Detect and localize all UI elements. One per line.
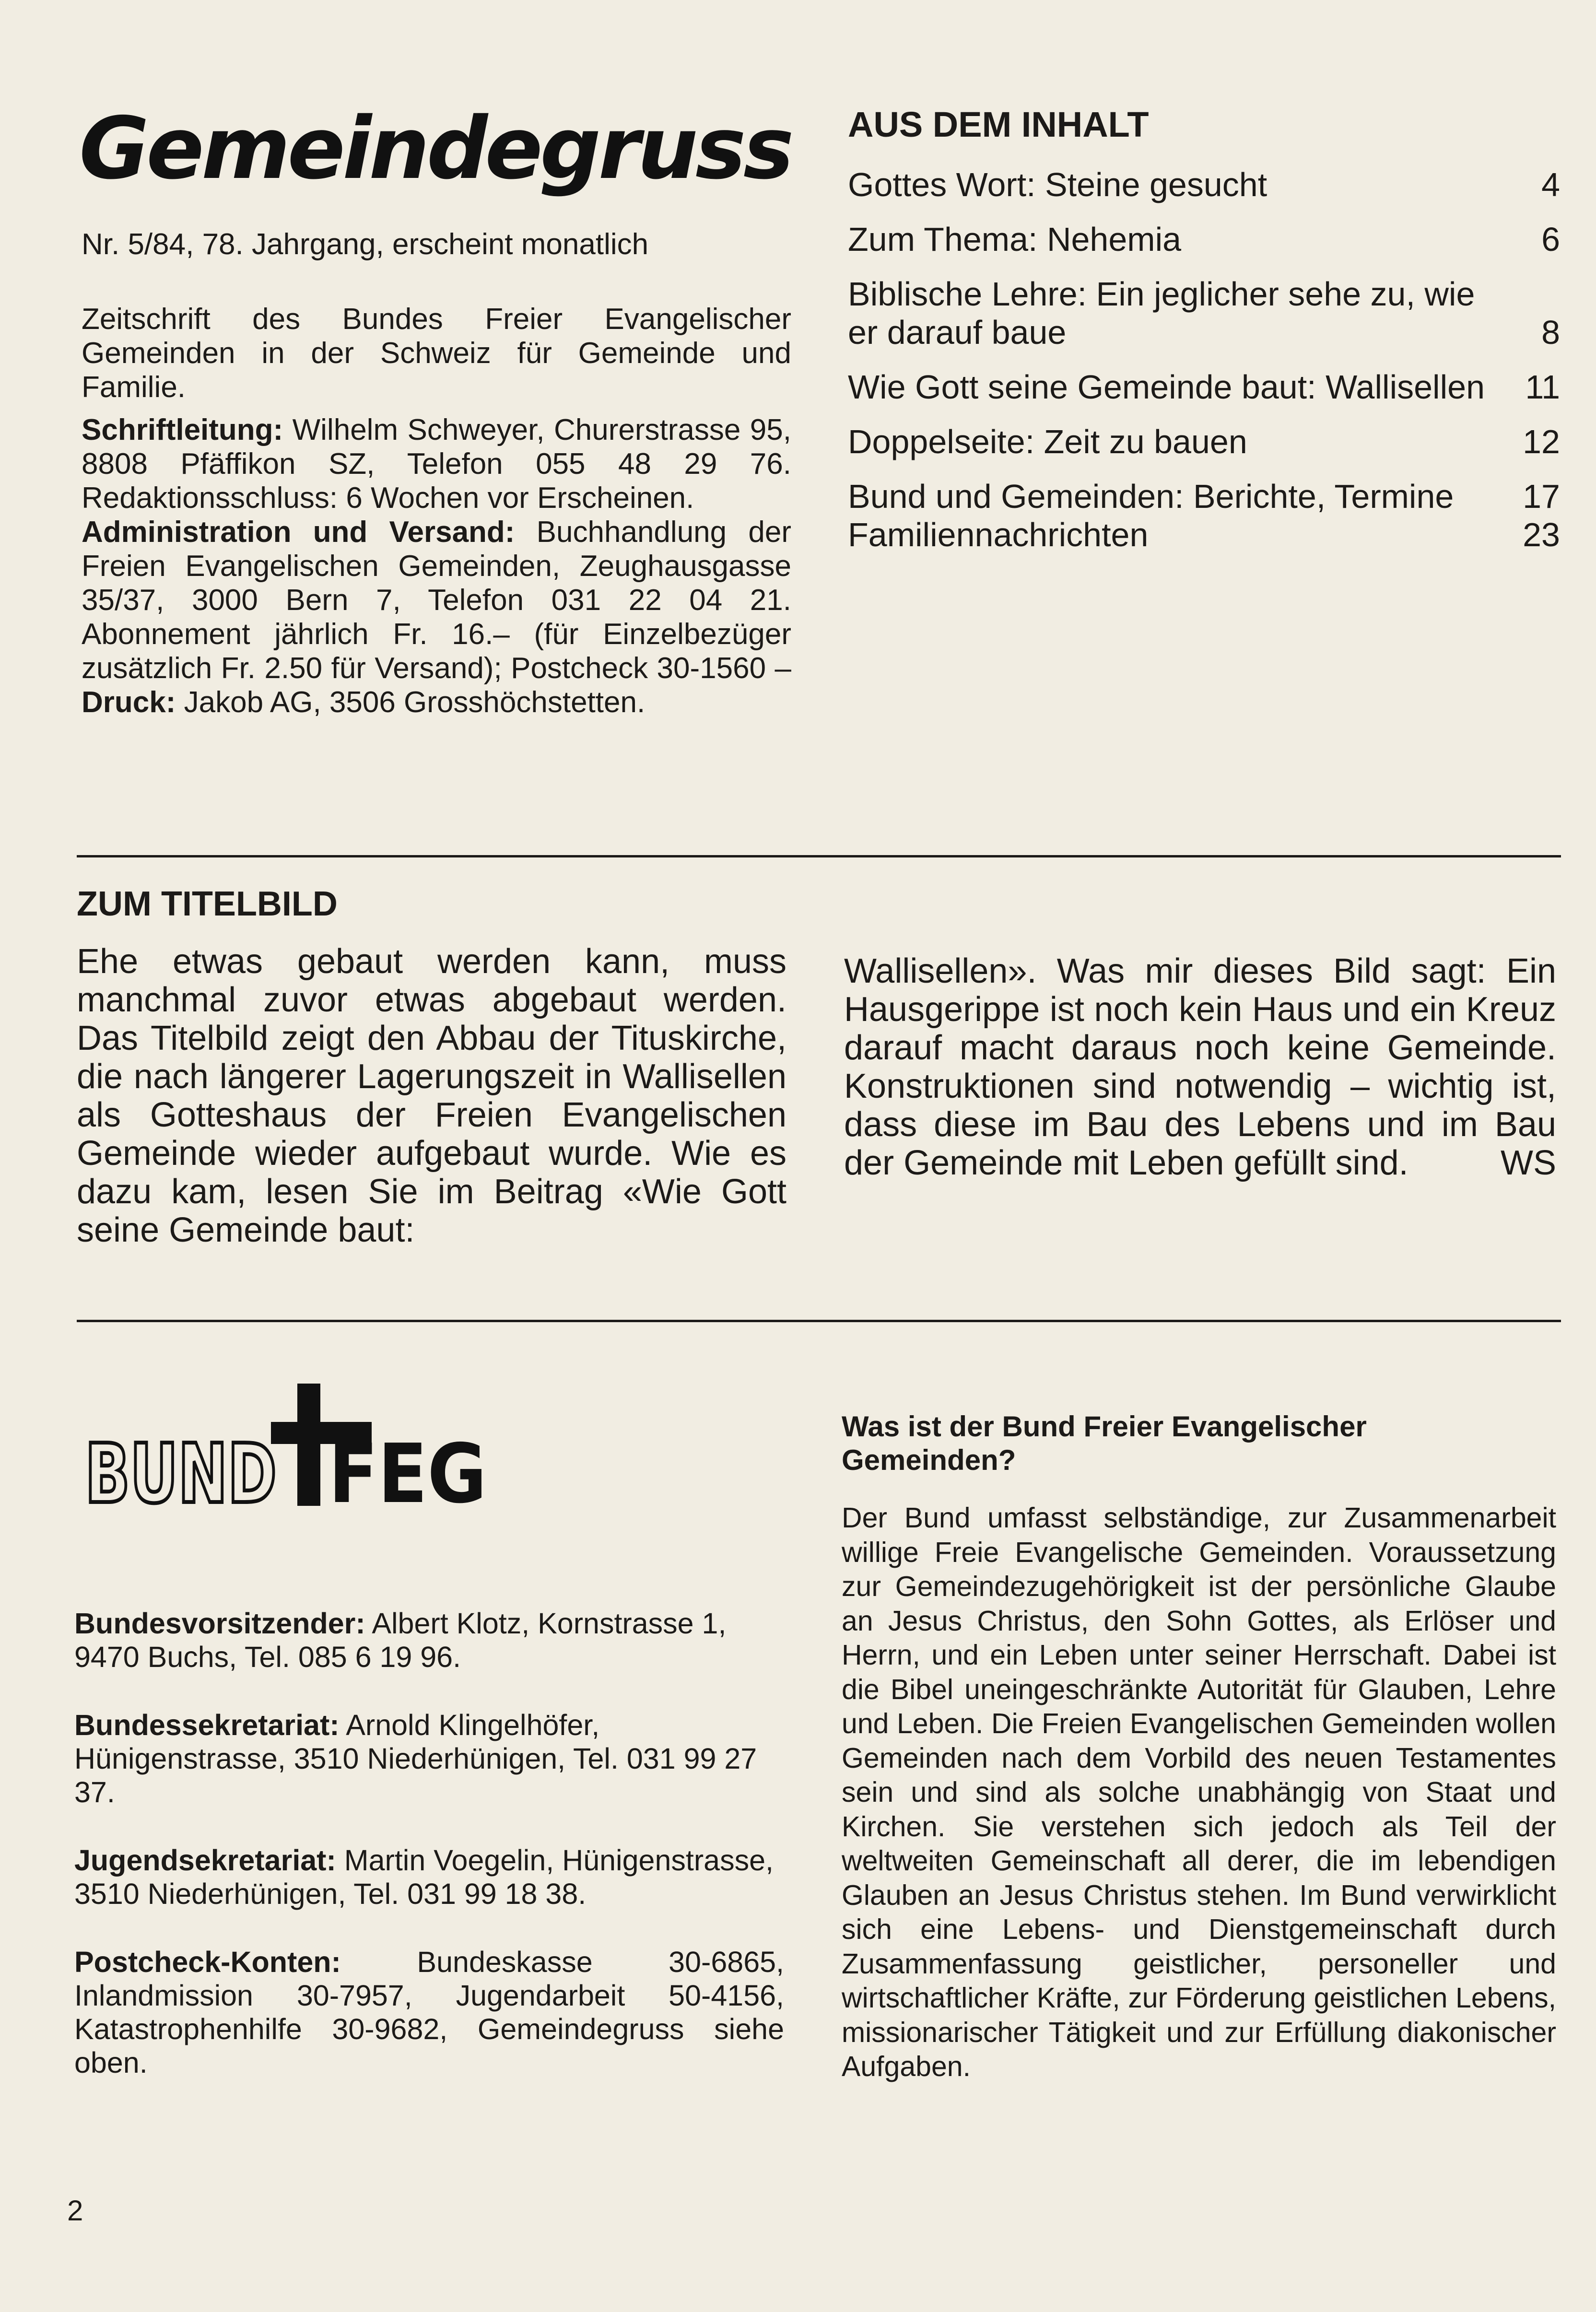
postcheck-konten <box>74 1945 784 2079</box>
schriftleitung-text: Wilhelm Schweyer, Churerstrasse 95, 8808 Pfäffikon SZ, Telefon 055 48 29 76. Redaktionsschluss: 6 Wochen vor Erscheinen. <box>82 413 791 515</box>
toc-item-title: Wie Gott seine Gemeinde baut: Wallisellen <box>848 368 1485 406</box>
toc-item-page: 12 <box>1523 423 1560 460</box>
admin-text: Buchhandlung der Freien Evangelischen Gemeinden, Zeughausgasse 35/37, 3000 Bern 7, Telefon 031 22 04 21. Abonnement jährlich Fr. 16.– (für Einzelbezüger zusätzlich Fr. 2.50 für Versand); Postcheck 30-1560 – <box>82 516 791 685</box>
imprint <box>82 302 791 719</box>
schriftleitung-label: Schriftleitung: <box>82 413 283 446</box>
toc-item <box>848 477 1560 516</box>
toc-item-title: Gottes Wort: Steine gesucht <box>848 166 1267 203</box>
page-number: 2 <box>67 2195 83 2227</box>
toc-item <box>848 165 1560 204</box>
toc-item-title: Doppelseite: Zeit zu bauen <box>848 423 1247 460</box>
postcheck-konten-text: Bundeskasse 30-6865, Inlandmission 30-7957, Jugendarbeit 50-4156, Katastrophenhilfe 30-9682, Gemeindegruss siehe oben. <box>74 1946 784 2079</box>
toc-list <box>848 165 1560 570</box>
toc-item-title: Zum Thema: Nehemia <box>848 221 1182 258</box>
postcheck-konten-label: Postcheck-Konten: <box>74 1946 341 1978</box>
toc-item <box>848 220 1560 258</box>
jugendsekretariat-text: Martin Voegelin, Hünigenstrasse, 3510 Niederhünigen, Tel. 031 99 18 38. <box>74 1844 774 1910</box>
signature: WS <box>1501 1144 1556 1182</box>
jugendsekretariat <box>74 1843 784 1911</box>
bundesvorsitz-text: Albert Klotz, Kornstrasse 1, 9470 Buchs, Tel. 085 6 19 96. <box>74 1607 727 1673</box>
section-divider <box>77 1320 1561 1322</box>
bundesvorsitz <box>74 1607 784 1674</box>
druck-label: Druck: <box>82 686 176 719</box>
imprint-details <box>82 413 791 719</box>
toc-item <box>848 516 1560 554</box>
masthead-title: Gemeindegruss <box>79 99 791 198</box>
section-divider <box>77 855 1561 857</box>
about-body: Der Bund umfasst selbständige, zur Zusammenarbeit willige Freie Evangelische Gemeinden. Voraussetzung zur Gemeindezugehörigkeit ist der persönliche Glaube an Jesus Christus, den Sohn Gottes, als Erlöser und Herrn, und ein Leben unter seiner Herrschaft. Dabei ist die Bibel uneingeschränkte Autorität für Glauben, Lehre und Leben. Die Freien Evangelischen Gemeinden wollen Gemeinden nach dem Vorbild des neuen Testamentes sein und sind als solche unabhängig von Staat und Kirchen. Sie verstehen sich jedoch als Teil der weltweiten Gemeinschaft all derer, die im lebendigen Glauben an Jesus Christus stehen. Im Bund verwirklicht sich eine Lebens- und Dienstgemeinschaft durch Zusammenfassung geistlicher, personeller und wirtschaftlicher Kräfte, zur Förderung geistlichen Lebens, missionarischer Tätigkeit und zur Erfüllung diakonischer Aufgaben. <box>842 1502 1556 2082</box>
bund-feg-logo <box>79 1381 492 1539</box>
toc-heading: AUS DEM INHALT <box>848 105 1149 144</box>
toc-item-page: 11 <box>1525 368 1560 406</box>
titelbild-heading: ZUM TITELBILD <box>77 885 338 923</box>
bund-contacts <box>74 1607 784 2114</box>
toc-item-page: 23 <box>1523 516 1560 553</box>
titelbild-text-2: Wallisellen». Was mir dieses Bild sagt: Ein Hausgerippe ist noch kein Haus und ein Kreuz darauf macht daraus noch keine Gemeinde. Konstruktionen sind notwendig – wichtig ist, dass diese im Bau des Lebens und im Bau der Gemeinde mit Leben gefüllt sind. <box>844 952 1556 1182</box>
admin-label: Administration und Versand: <box>82 516 515 549</box>
toc-item-title: Biblische Lehre: Ein jeglicher sehe zu, wie er darauf baue <box>848 275 1475 351</box>
logo-text-bund: BUND <box>85 1427 277 1522</box>
toc-item-title: Bund und Gemeinden: Berichte, Termine <box>848 478 1454 515</box>
bundesvorsitz-label: Bundesvorsitzender: <box>74 1607 365 1640</box>
logo-text-feg: FEG <box>329 1427 487 1522</box>
druck-text: Jakob AG, 3506 Grosshöchstetten. <box>176 686 645 719</box>
jugendsekretariat-label: Jugendsekretariat: <box>74 1844 336 1877</box>
toc-item <box>848 422 1560 461</box>
toc-item-title: Familiennachrichten <box>848 516 1149 553</box>
imprint-intro: Zeitschrift des Bundes Freier Evangelischer Gemeinden in der Schweiz für Gemeinde und Familie. <box>82 303 791 404</box>
about-heading: Was ist der Bund Freier Evangelischer Gemeinden? <box>842 1410 1367 1476</box>
toc-item-page: 4 <box>1541 166 1560 203</box>
toc-item-page: 17 <box>1523 478 1560 515</box>
bundessekretariat-label: Bundessekretariat: <box>74 1709 340 1741</box>
titelbild-text-column-2 <box>844 952 1556 1182</box>
toc-item-page: 8 <box>1541 314 1560 351</box>
issue-line: Nr. 5/84, 78. Jahrgang, erscheint monatlich <box>82 228 649 261</box>
bundessekretariat <box>74 1708 784 1809</box>
bundessekretariat-text: Arnold Klingelhöfer, Hünigenstrasse, 3510 Niederhünigen, Tel. 031 99 27 37. <box>74 1709 757 1808</box>
titelbild-text-column-1: Ehe etwas gebaut werden kann, muss manchmal zuvor etwas abgebaut werden. Das Titelbild zeigt den Abbau der Tituskirche, die nach längerer Lagerungszeit in Wallisellen als Gotteshaus der Freien Evangelischen Gemeinde wieder aufgebaut wurde. Wie es dazu kam, lesen Sie im Beitrag «Wie Gott seine Gemeinde baut: <box>77 942 786 1249</box>
toc-item <box>848 275 1560 352</box>
toc-item <box>848 368 1560 406</box>
toc-item-page: 6 <box>1541 221 1560 258</box>
